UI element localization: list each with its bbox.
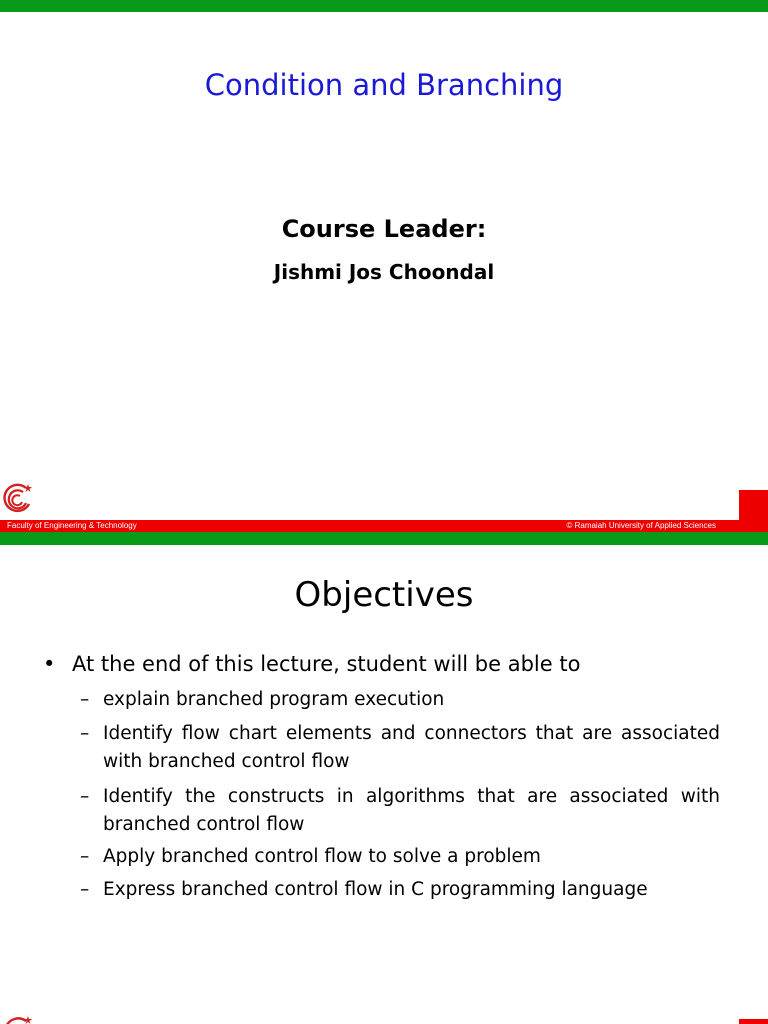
- list-item: [80, 720, 720, 776]
- dash-marker: –: [80, 723, 90, 744]
- top-green-band: [0, 0, 768, 12]
- main-bullet: [43, 652, 580, 676]
- list-item-text: Identify the constructs in algorithms that are associated with branched control flow: [103, 786, 720, 835]
- list-item-text: Identify flow chart elements and connectors that are associated with branched control flow: [103, 723, 720, 772]
- footer-faculty-text: Faculty of Engineering & Technology: [7, 521, 137, 530]
- university-logo-icon: [2, 1015, 32, 1024]
- dash-marker: –: [80, 689, 90, 710]
- objectives-title: Objectives: [294, 575, 474, 615]
- list-item: [80, 783, 720, 839]
- course-leader-name: Jishmi Jos Choondal: [273, 260, 495, 284]
- objectives-slide: [0, 545, 768, 1024]
- corner-red-block: [739, 490, 768, 520]
- list-item-text: explain branched program execution: [103, 689, 445, 710]
- list-item: [80, 876, 720, 904]
- main-bullet-text: At the end of this lecture, student will be able to: [72, 652, 581, 676]
- dash-marker: –: [80, 846, 90, 867]
- corner-red-block: [739, 1019, 768, 1024]
- dash-marker: –: [80, 786, 90, 807]
- university-logo-icon: [2, 482, 32, 516]
- slide-title: Condition and Branching: [204, 68, 564, 102]
- bullet-dot: •: [43, 652, 56, 676]
- footer-bar: [0, 520, 768, 532]
- course-leader-heading: Course Leader:: [281, 215, 487, 243]
- footer-copyright-text: © Ramaiah University of Applied Sciences: [566, 521, 716, 530]
- list-item: [80, 843, 720, 871]
- list-item: [80, 686, 720, 714]
- footer-green-band: [0, 532, 768, 545]
- list-item-text: Express branched control flow in C programming language: [103, 879, 648, 900]
- dash-marker: –: [80, 879, 90, 900]
- list-item-text: Apply branched control flow to solve a problem: [103, 846, 541, 867]
